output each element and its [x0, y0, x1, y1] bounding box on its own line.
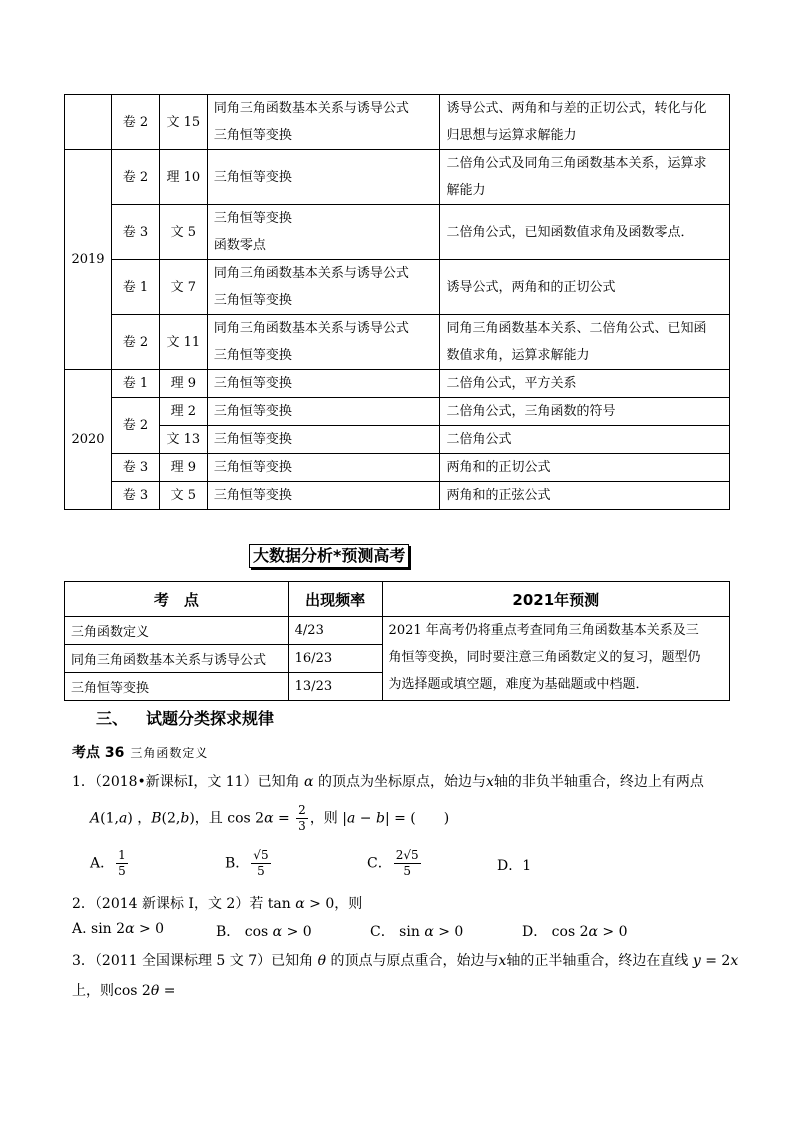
table-row	[65, 454, 730, 482]
analysis-cell: 二倍角公式，三角函数的符号	[440, 398, 730, 426]
analysis-cell: 诱导公式、两角和与差的正切公式，转化与化 归思想与运算求解能力	[440, 95, 730, 150]
q2-option-a[interactable]: A. sin 2α > 0	[72, 921, 165, 937]
code-cell: 文 5	[159, 482, 207, 510]
topic-cell: 同角三角函数基本关系与诱导公式 三角恒等变换	[207, 95, 440, 150]
q1-option-b[interactable]: B． $\frac{√5}{5}$	[225, 848, 269, 878]
paper-cell: 卷 3	[111, 205, 159, 260]
analysis-cell: 二倍角公式，已知函数值求角及函数零点．	[440, 205, 730, 260]
topic-cell: 三角恒等变换	[207, 398, 440, 426]
frequency-cell: 4/23	[288, 617, 382, 645]
table-row	[65, 95, 730, 150]
history-table	[64, 94, 730, 510]
table-row	[65, 398, 730, 426]
q2-option-c[interactable]: C． sin α > 0	[370, 924, 464, 940]
frequency-cell: 16/23	[288, 645, 382, 673]
table-row	[65, 370, 730, 398]
analysis-cell: 二倍角公式	[440, 426, 730, 454]
code-cell: 文 13	[159, 426, 207, 454]
code-cell: 理 9	[159, 454, 207, 482]
code-cell: 文 5	[159, 205, 207, 260]
topic-cell: 同角三角函数基本关系与诱导公式 三角恒等变换	[207, 260, 440, 315]
q1-option-a[interactable]: A． $\frac{1}{5}$	[90, 848, 126, 878]
question-1-stem: 1．（2018•新课标Ⅰ，文 11）已知角 α 的顶点为坐标原点，始边与x轴的非负半轴重合，终边上有两点	[72, 774, 704, 790]
code-cell: 理 9	[159, 370, 207, 398]
header-frequency: 出现频率	[288, 582, 382, 617]
forecast-table	[64, 581, 730, 701]
topic-cell: 三角恒等变换	[207, 370, 440, 398]
analysis-cell: 两角和的正弦公式	[440, 482, 730, 510]
code-cell: 理 2	[159, 398, 207, 426]
analysis-cell: 两角和的正切公式	[440, 454, 730, 482]
year-cell: 2020	[65, 370, 112, 510]
code-cell: 文 7	[159, 260, 207, 315]
paper-cell: 卷 1	[111, 260, 159, 315]
table-row	[65, 482, 730, 510]
topic-cell: 同角三角函数基本关系与诱导公式 三角恒等变换	[207, 315, 440, 370]
paper-cell: 卷 2	[111, 398, 159, 454]
q1-option-d[interactable]: D．1	[497, 858, 532, 874]
prediction-cell: 2021 年高考仍将重点考查同角三角函数基本关系及三 角恒等变换，同时要注意三角函数定义的复习，题型仍 为选择题或填空题，难度为基础题或中档题．	[382, 617, 729, 701]
q2-option-d[interactable]: D． cos 2α > 0	[522, 924, 628, 940]
topic-cell: 同角三角函数基本关系与诱导公式	[65, 645, 289, 673]
question-1-condition: A(1,a) ，B(2,b)，且 cos 2α = $\frac{2}{3}$ ，则 |a − b| = ( )	[90, 803, 450, 833]
paper-cell: 卷 2	[111, 95, 159, 150]
question-2-stem: 2．（2014 新课标 I，文 2）若 tan α > 0，则	[72, 896, 363, 912]
table-row	[65, 205, 730, 260]
header-prediction: 2021年预测	[382, 582, 729, 617]
topic-cell: 三角函数定义	[65, 617, 289, 645]
section-heading: 三、 试题分类探求规律	[96, 709, 275, 728]
code-cell: 理 10	[159, 150, 207, 205]
paper-cell: 卷 1	[111, 370, 159, 398]
code-cell: 文 15	[159, 95, 207, 150]
question-3-stem: 3．（2011 全国课标理 5 文 7）已知角 θ 的顶点与原点重合，始边与x轴的正半轴重合，终边在直线 y = 2x	[72, 953, 739, 969]
analysis-cell: 诱导公式，两角和的正切公式	[440, 260, 730, 315]
analysis-cell: 二倍角公式及同角三角函数基本关系，运算求 解能力	[440, 150, 730, 205]
paper-cell: 卷 2	[111, 315, 159, 370]
topic-cell: 三角恒等变换 函数零点	[207, 205, 440, 260]
paper-cell: 卷 2	[111, 150, 159, 205]
table-row	[65, 150, 730, 205]
kaodian-heading: 考点 36 三角函数定义	[72, 745, 209, 761]
analysis-cell: 同角三角函数基本关系、二倍角公式、已知函 数值求角，运算求解能力	[440, 315, 730, 370]
frequency-cell: 13/23	[288, 673, 382, 701]
paper-cell: 卷 3	[111, 482, 159, 510]
code-cell: 文 11	[159, 315, 207, 370]
table-row	[65, 617, 730, 645]
topic-cell: 三角恒等变换	[207, 150, 440, 205]
topic-cell: 三角恒等变换	[207, 482, 440, 510]
q2-option-b[interactable]: B． cos α > 0	[216, 924, 312, 940]
table-header-row	[65, 582, 730, 617]
topic-cell: 三角恒等变换	[207, 426, 440, 454]
table-row	[65, 426, 730, 454]
header-topic: 考 点	[65, 582, 289, 617]
year-cell	[65, 95, 112, 150]
big-data-banner: 大数据分析*预测高考	[249, 544, 409, 568]
q1-option-c[interactable]: C． $\frac{2√5}{5}$	[367, 848, 419, 878]
question-3-ask: 上，则cos 2θ =	[72, 983, 176, 999]
paper-cell: 卷 3	[111, 454, 159, 482]
table-row	[65, 315, 730, 370]
topic-cell: 三角恒等变换	[207, 454, 440, 482]
year-cell: 2019	[65, 150, 112, 370]
topic-cell: 三角恒等变换	[65, 673, 289, 701]
analysis-cell: 二倍角公式，平方关系	[440, 370, 730, 398]
table-row	[65, 260, 730, 315]
